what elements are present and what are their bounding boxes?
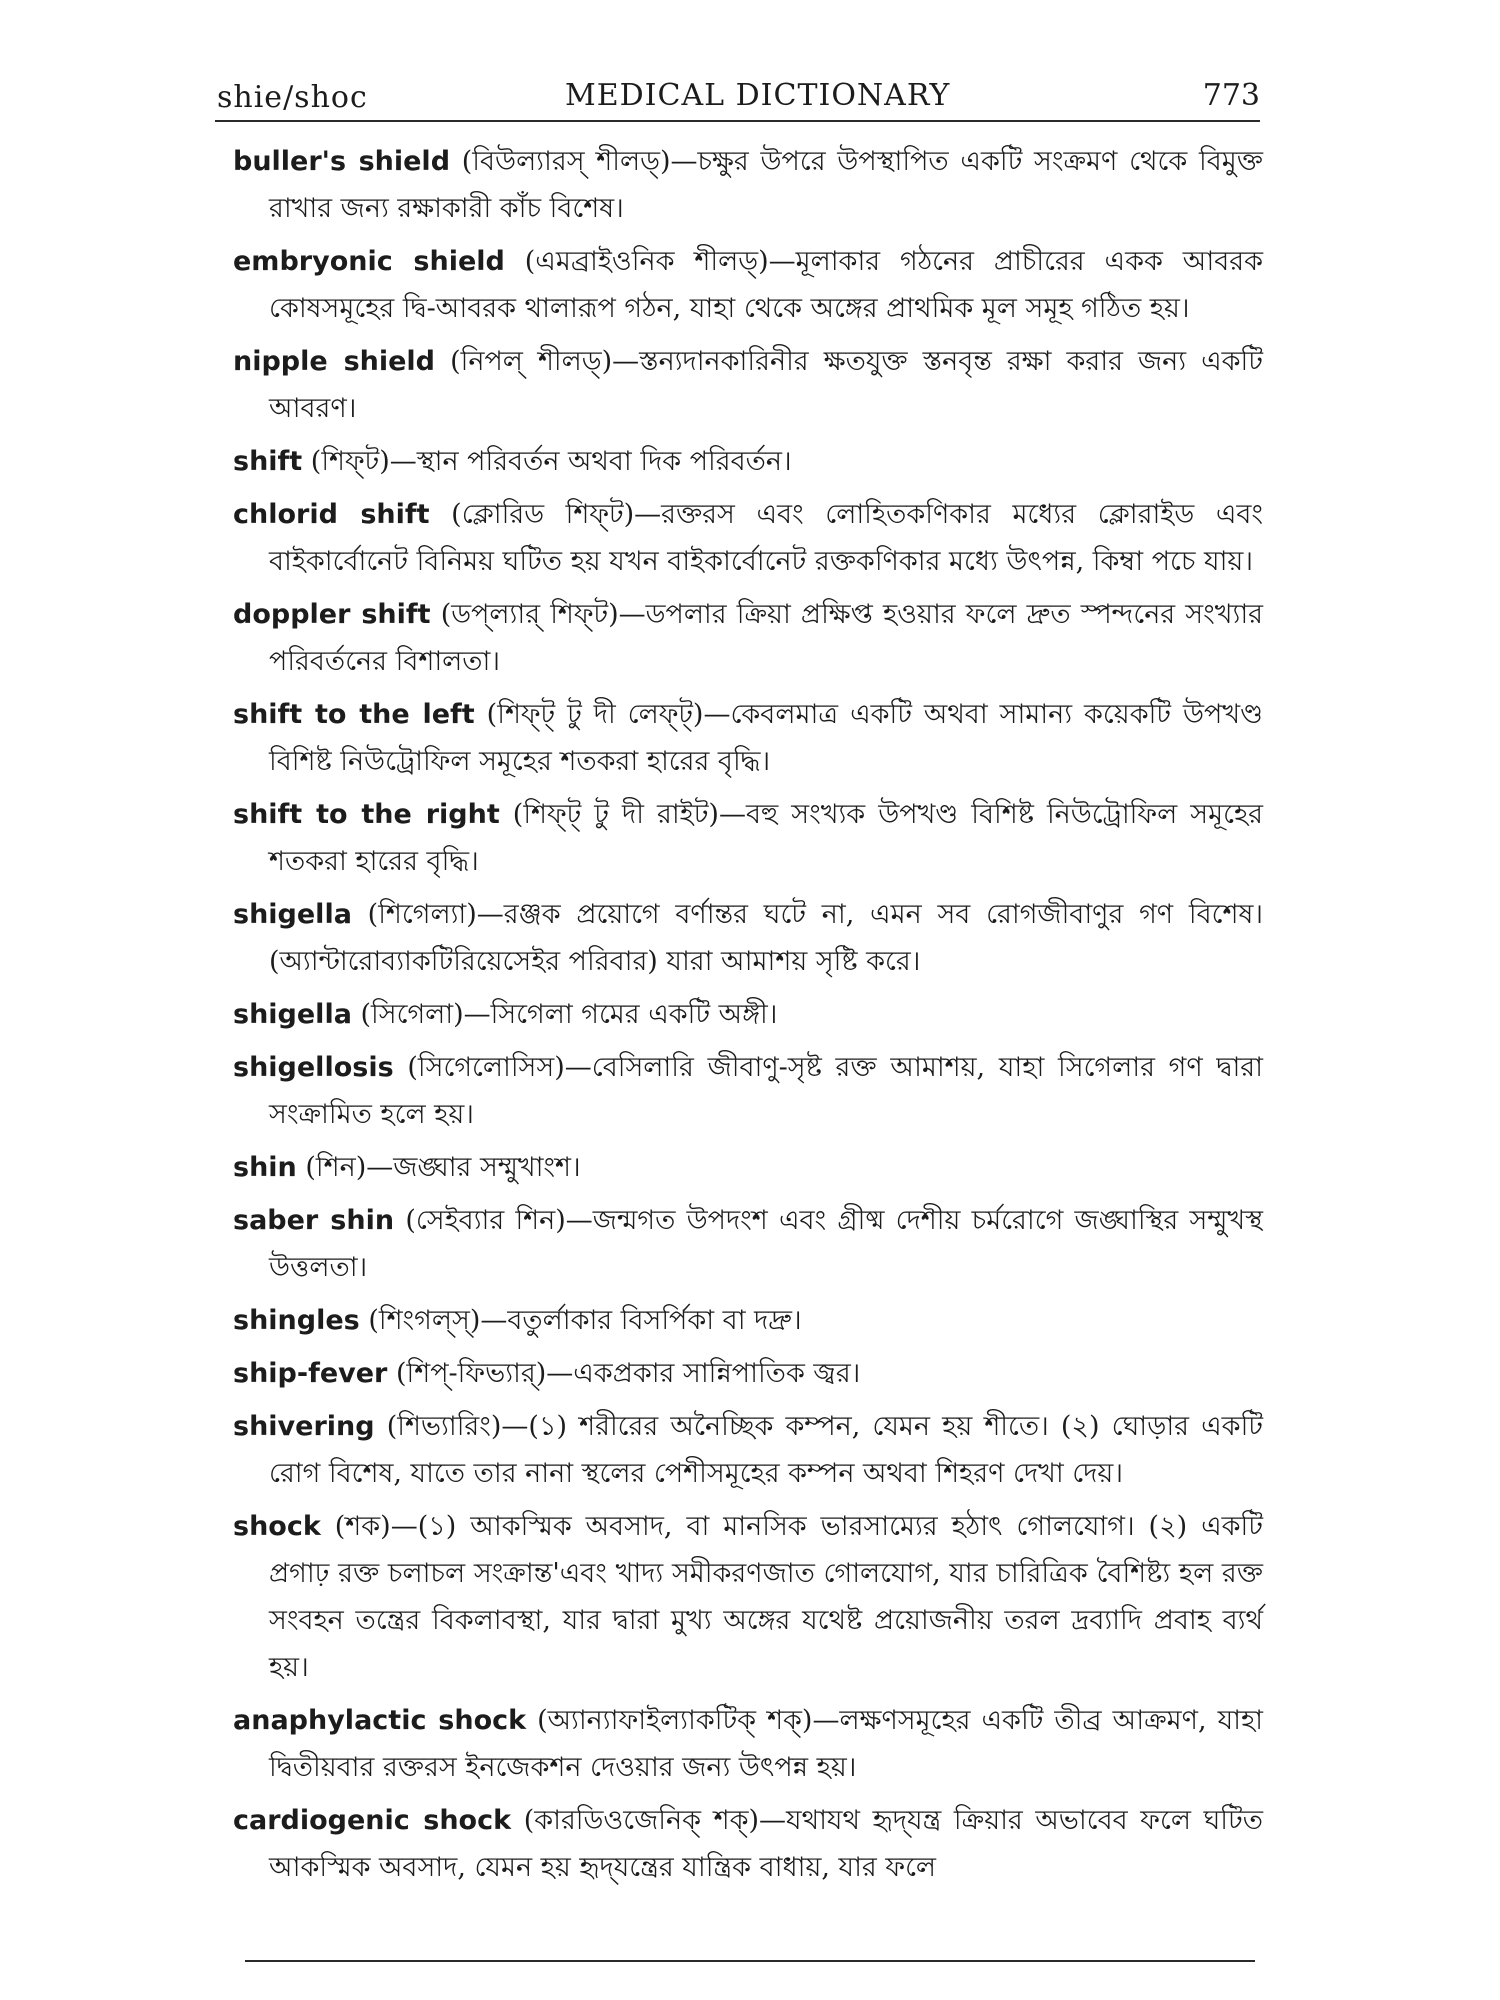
entry-term: saber shin — [233, 1205, 395, 1236]
entry-definition: (নিপল্ শীলড্)—স্তন্যদানকারিনীর ক্ষতযুক্ত স্তনবৃন্ত রক্ষা করার জন্য একটি আবরণ। — [269, 346, 1263, 424]
dictionary-entry — [233, 1697, 1263, 1791]
entry-definition: (এমব্রাইওনিক শীলড্)—মূলাকার গঠনের প্রাচীরের একক আবরক কোষসমূহের দ্বি-আবরক থালারূপ গঠন, যাহা থেকে অঙ্গের প্রাথমিক মূল সমূহ গঠিত হয়। — [269, 246, 1264, 324]
page-number: 773 — [1202, 78, 1260, 113]
entry-definition: (ডপ্‌ল্যার্ শিফ্‌ট)—ডপলার ক্রিয়া প্রক্ষিপ্ত হওয়ার ফলে দ্রুত স্পন্দনের সংখ্যার পরিবর্তনের বিশালতা। — [269, 599, 1263, 677]
entry-definition: (বিউল্যারস্ শীলড্)—চক্ষুর উপরে উপস্থাপিত একটি সংক্রমণ থেকে বিমুক্ত রাখার জন্য রক্ষাকারী কাঁচ বিশেষ। — [269, 146, 1263, 224]
entry-term: shin — [233, 1152, 297, 1183]
entry-term: shigella — [233, 999, 352, 1030]
entry-definition: (কারডিওজেনিক্ শক্)—যথাযথ হৃদ্‌যন্ত্র ক্রিয়ার অভাবেব ফলে ঘটিত আকস্মিক অবসাদ, যেমন হয় হৃদ্‌যন্ত্রের যান্ত্রিক বাধায়, যার ফলে — [269, 1805, 1264, 1883]
entry-definition: (সেইব্যার শিন)—জন্মগত উপদংশ এবং গ্রীষ্ম দেশীয় চর্মরোগে জঙ্ঘাস্থির সম্মুখস্থ উত্তলতা। — [269, 1205, 1263, 1283]
entry-term: chlorid shift — [233, 499, 430, 530]
entry-definition: (সিগেলোসিস)—বেসিলারি জীবাণু-সৃষ্ট রক্ত আমাশয়, যাহা সিগেলার গণ দ্বারা সংক্রামিত হলে হয়। — [269, 1052, 1263, 1130]
dictionary-entry — [233, 1350, 1263, 1397]
dictionary-entry — [233, 791, 1263, 885]
entry-definition: (অ্যান্যাফাইল্যাকটিক্ শক্)—লক্ষণসমূহের একটি তীব্র আক্রমণ, যাহা দ্বিতীয়বার রক্তরস ইনজেকশন দেওয়ার জন্য উৎপন্ন হয়। — [269, 1705, 1263, 1783]
entry-definition: (শিফ্‌ট)—স্থান পরিবর্তন অথবা দিক পরিবর্তন। — [302, 446, 792, 477]
dictionary-entry — [233, 591, 1263, 685]
entry-list — [233, 138, 1263, 1897]
entry-term: nipple shield — [233, 346, 436, 377]
entry-term: shingles — [233, 1305, 360, 1336]
dictionary-entry — [233, 1044, 1263, 1138]
entry-definition: (শিফ্‌ট্ টু দী রাইট)—বহু সংখ্যক উপখণ্ড বিশিষ্ট নিউট্রোফিল সমূহের শতকরা হারের বৃদ্ধি। — [269, 799, 1263, 877]
dictionary-entry — [233, 491, 1263, 585]
entry-definition: (সিগেলা)—সিগেলা গমের একটি অঙ্গী। — [351, 999, 778, 1030]
entry-term: shigellosis — [233, 1052, 394, 1083]
entry-term: shift to the left — [233, 699, 475, 730]
dictionary-entry — [233, 991, 1263, 1038]
entry-term: shift — [233, 446, 303, 477]
entry-term: doppler shift — [233, 599, 431, 630]
dictionary-entry — [233, 1403, 1263, 1497]
entry-definition: (শিভ্যারিং)—(১) শরীরের অনৈচ্ছিক কম্পন, যেমন হয় শীতে। (২) ঘোড়ার একটি রোগ বিশেষ, যাতে তার নানা স্থলের পেশীসমূহের কম্পন অথবা শিহরণ দেখা দেয়। — [269, 1411, 1263, 1489]
dictionary-entry — [233, 691, 1263, 785]
entry-definition: (শিন)—জঙ্ঘার সম্মুখাংশ। — [296, 1152, 581, 1183]
book-title: MEDICAL DICTIONARY — [565, 78, 951, 113]
dictionary-entry — [233, 1797, 1263, 1891]
dictionary-entry — [233, 891, 1263, 985]
entry-term: shift to the right — [233, 799, 500, 830]
guide-words: shie/shoc — [217, 80, 368, 115]
entry-term: ship-fever — [233, 1358, 388, 1389]
dictionary-entry — [233, 1297, 1263, 1344]
dictionary-entry — [233, 338, 1263, 432]
entry-definition: (শিগেল্যা)—রঞ্জক প্রয়োগে বর্ণান্তর ঘটে না, এমন সব রোগজীবাণুর গণ বিশেষ। (অ্যান্টারোব্যাকটিরিয়েসেইর পরিবার) যারা আমাশয় সৃষ্টি করে। — [269, 899, 1263, 977]
entry-term: anaphylactic shock — [233, 1705, 527, 1736]
footer-rule — [245, 1960, 1255, 1962]
running-header — [215, 72, 1260, 122]
dictionary-entry — [233, 1503, 1263, 1691]
entry-definition: (শিফ্‌ট্ টু দী লেফ্‌ট্)—কেবলমাত্র একটি অথবা সামান্য কয়েকটি উপখণ্ড বিশিষ্ট নিউট্রোফিল সমূহের শতকরা হারের বৃদ্ধি। — [269, 699, 1263, 777]
dictionary-entry — [233, 138, 1263, 232]
entry-definition: (শিপ্-ফিভ্যার্)—একপ্রকার সান্নিপাতিক জ্বর। — [387, 1358, 861, 1389]
entry-definition: (ক্লোরিড শিফ্‌ট)—রক্তরস এবং লোহিতকণিকার মধ্যের ক্লোরাইড এবং বাইকার্বোনেট বিনিময় ঘটিত হয় যখন বাইকার্বোনেট রক্তকণিকার মধ্যে উৎপন্ন, কিম্বা পচে যায়। — [269, 499, 1264, 577]
entry-term: embryonic shield — [233, 246, 505, 277]
entry-definition: (শক)—(১) আকস্মিক অবসাদ, বা মানসিক ভারসাম্যের হঠাৎ গোলযোগ। (২) একটি প্রগাঢ় রক্ত চলাচল সংক্রান্ত'এবং খাদ্য সমীকরণজাত গোলযোগ, যার চারিত্রিক বৈশিষ্ট্য হল রক্ত সংবহন তন্ত্রের বিকলাবস্থা, যার দ্বারা মুখ্য অঙ্গের যথেষ্ট প্রয়োজনীয় তরল দ্রব্যাদি প্রবাহ ব্যর্থ হয়। — [269, 1511, 1263, 1683]
dictionary-entry — [233, 238, 1263, 332]
dictionary-entry — [233, 1144, 1263, 1191]
entry-term: shigella — [233, 899, 352, 930]
entry-term: shock — [233, 1511, 321, 1542]
dictionary-entry — [233, 438, 1263, 485]
entry-definition: (শিংগল্‌স্)—বতুর্লাকার বিসর্পিকা বা দদ্রু। — [359, 1305, 802, 1336]
dictionary-entry — [233, 1197, 1263, 1291]
entry-term: buller's shield — [233, 146, 451, 177]
entry-term: cardiogenic shock — [233, 1805, 512, 1836]
entry-term: shivering — [233, 1411, 375, 1442]
